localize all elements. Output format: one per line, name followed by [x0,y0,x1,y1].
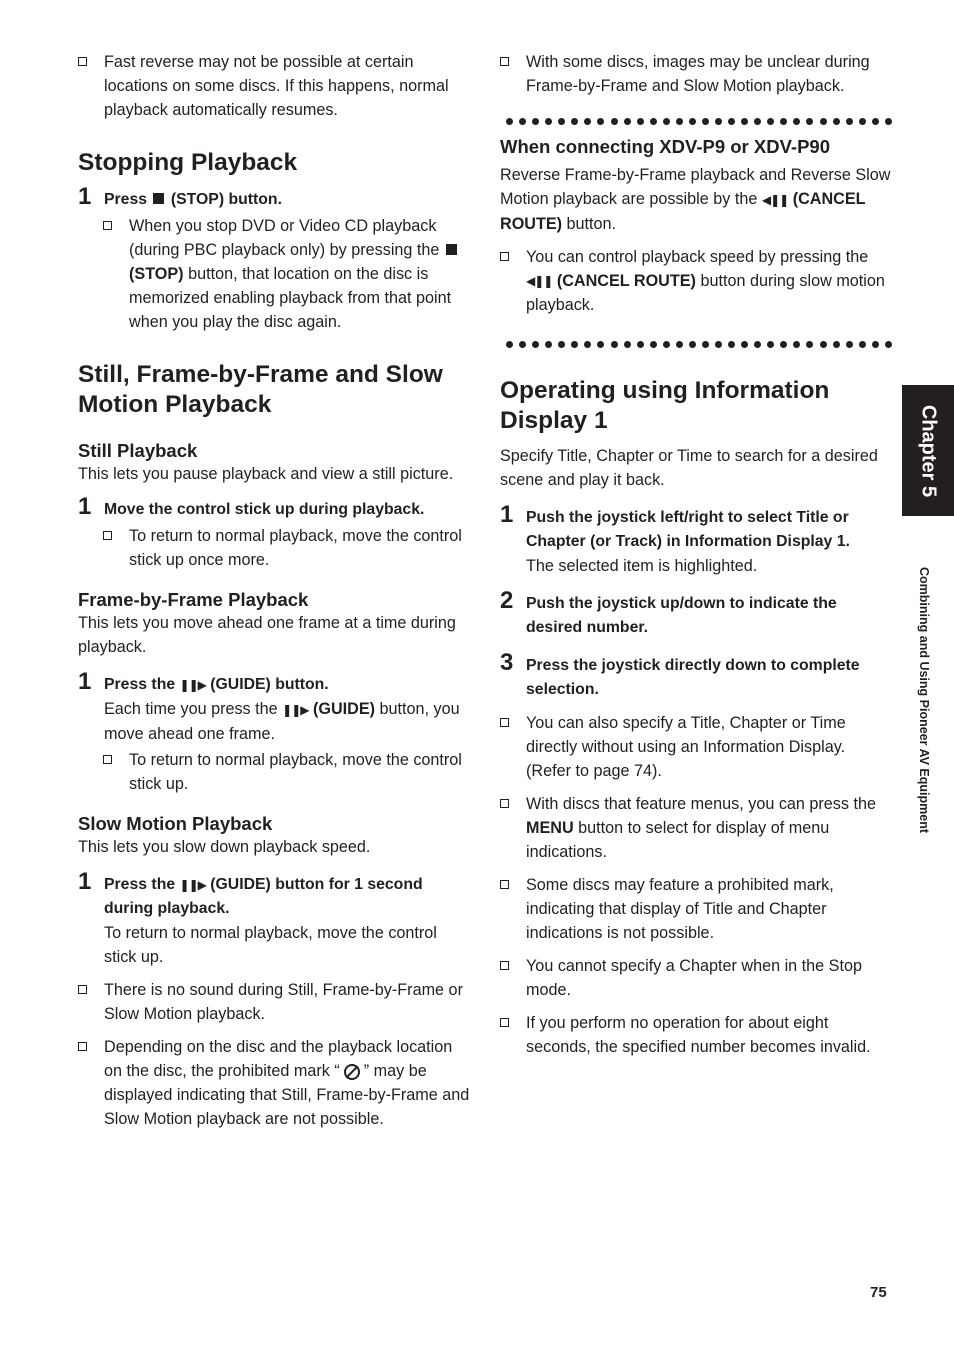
slow-description: This lets you slow down playback speed. [78,837,371,856]
frame-advance-icon: ❚❚▶ [179,678,206,692]
heading-operating-info-display: Operating using Information Display 1 [500,377,830,435]
stop-square-icon [446,244,457,255]
dotted-divider [506,118,892,125]
heading-still-frame-slow: Still, Frame-by-Frame and Slow Motion Playback [78,361,443,418]
checkbox-bullet-icon [78,985,87,994]
checkbox-bullet-icon [103,755,112,764]
prohibited-icon [344,1064,360,1080]
frame-advance-icon: ❚❚▶ [179,877,206,892]
step-number: 1 [500,501,514,529]
note-stop-memory: When you stop DVD or Video CD playback (during PBC playback only) by pressing the (STOP) button, that location on the disc is memorized enabling playback from that point when you play the disc again. [103,214,470,334]
right-column [500,50,892,1068]
step-select-title: 1 Push the joystick left/right to select Title or Chapter (or Track) in Information Display 1. The selected item is highlighted. [500,501,850,576]
subheading-slow-motion: Slow Motion Playback [78,812,273,834]
note-fast-reverse: Fast reverse may not be possible at certain locations on some discs. If this happens, normal playback automatically resumes. [78,50,470,122]
subheading-frame-by-frame: Frame-by-Frame Playback [78,589,309,610]
step-number: 3 [500,649,514,677]
reverse-frame-icon: ◀❚❚ [526,274,553,289]
checkbox-bullet-icon [103,221,112,230]
page-number: 75 [870,1284,887,1301]
step-number: 1 [78,183,92,210]
note-direct-specify: You can also specify a Title, Chapter or Time directly without using an Information Display. (Refer to page 74). [500,711,892,783]
checkbox-bullet-icon [500,961,509,970]
step-number: 1 [78,668,92,695]
note-menu-button: With discs that feature menus, you can press the MENU button to select for display of menu indications. [500,792,892,864]
stop-square-icon [153,193,164,204]
frame-description: This lets you move ahead one frame at a time during playback. [78,614,456,656]
checkbox-bullet-icon [500,718,509,727]
checkbox-bullet-icon [103,531,112,540]
note-no-sound: There is no sound during Still, Frame-by-Frame or Slow Motion playback. [78,978,470,1026]
reverse-frame-icon: ◀❚❚ [761,192,789,207]
note-frame-return: To return to normal playback, move the control stick up. [103,748,470,796]
connecting-description: Reverse Frame-by-Frame playback and Reverse Slow Motion playback are possible by the ◀❚❚ (CANCEL ROUTE) button. [500,166,891,233]
subheading-still-playback: Still Playback [78,440,198,461]
note-stop-mode: You cannot specify a Chapter when in the Stop mode. [500,954,892,1002]
step-number: 1 [78,493,92,520]
left-column [78,50,470,1140]
note-still-return: To return to normal playback, move the control stick up once more. [103,524,470,572]
checkbox-bullet-icon [500,880,509,889]
step-complete-selection: 3 Press the joystick directly down to complete selection. [500,649,860,699]
step-stop: 1 Press (STOP) button. [78,183,282,210]
operating-description: Specify Title, Chapter or Time to search for a desired scene and play it back. [500,447,878,490]
checkbox-bullet-icon [500,252,509,261]
checkbox-bullet-icon [500,57,509,66]
still-description: This lets you pause playback and view a still picture. [78,465,454,483]
step-indicate-number: 2 Push the joystick up/down to indicate the desired number. [500,587,837,637]
note-images-unclear: With some discs, images may be unclear during Frame-by-Frame and Slow Motion playback. [500,50,892,98]
heading-stopping-playback: Stopping Playback [78,149,298,176]
note-prohibited-mark: Depending on the disc and the playback location on the disc, the prohibited mark “ ” may be displayed indicating that Still, Frame-by-Frame and Slow Motion playback are not possible. [78,1035,470,1131]
note-speed-control: You can control playback speed by pressing the ◀❚❚ (CANCEL ROUTE) button during slow motion playback. [500,245,892,318]
chapter-tab [902,385,954,516]
note-timeout: If you perform no operation for about eight seconds, the specified number becomes invalid. [500,1011,892,1059]
step-number: 2 [500,587,514,615]
dotted-divider [506,341,892,348]
checkbox-bullet-icon [500,1018,509,1027]
checkbox-bullet-icon [78,57,87,66]
section-title-label: Combining and Using Pioneer AV Equipment [917,567,931,833]
step-slow: 1 Press the ❚❚▶ (GUIDE) button for 1 second during playback. To return to normal playback, move the control stick up. [78,867,437,967]
checkbox-bullet-icon [78,1042,87,1051]
step-frame: 1 Press the ❚❚▶ (GUIDE) button. Each time you press the ❚❚▶ (GUIDE) button, you move ahead one frame. [78,668,460,743]
step-number: 1 [78,867,92,895]
checkbox-bullet-icon [500,799,509,808]
note-prohibited-display: Some discs may feature a prohibited mark, indicating that display of Title and Chapter indications is not possible. [500,873,892,945]
section-side-title [914,528,934,872]
frame-advance-icon: ❚❚▶ [282,702,309,717]
step-still: 1 Move the control stick up during playback. [78,493,425,520]
subheading-connecting-xdv: When connecting XDV-P9 or XDV-P90 [500,136,830,157]
chapter-label: Chapter 5 [917,404,940,497]
